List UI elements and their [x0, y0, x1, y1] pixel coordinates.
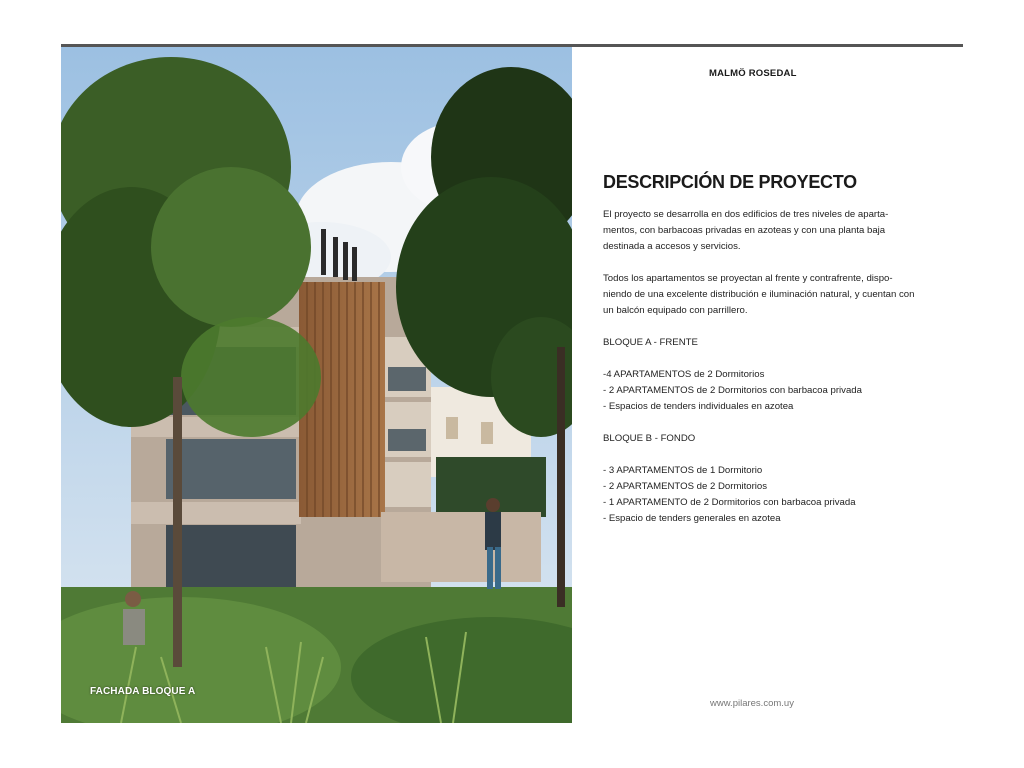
description-paragraph-2: Todos los apartamentos se proyectan al frente y contrafrente, dispo- niendo de una excelente distribución e iluminación natural, y cuentan con un balcón equipado con parrillero.	[603, 273, 915, 316]
block-a-heading: BLOQUE A - FRENTE	[603, 337, 698, 348]
list-item: - 2 APARTAMENTOS de 2 Dormitorios	[603, 481, 768, 492]
list-item: - 1 APARTAMENTO de 2 Dormitorios con barbacoa privada	[603, 497, 856, 508]
brand-name: MALMÖ ROSEDAL	[709, 68, 797, 79]
website-link[interactable]: www.pilares.com.uy	[710, 698, 794, 709]
list-item: - Espacios de tenders individuales en azotea	[603, 401, 794, 412]
list-item: - 2 APARTAMENTOS de 2 Dormitorios con barbacoa privada	[603, 385, 862, 396]
block-b-heading: BLOQUE B - FONDO	[603, 433, 696, 444]
list-item: - Espacio de tenders generales en azotea	[603, 513, 781, 524]
rendering-illustration	[61, 47, 572, 723]
description-paragraph-1: El proyecto se desarrolla en dos edificios de tres niveles de aparta- mentos, con barbacoas privadas en azoteas y con una planta baja destinada a accesos y servicios.	[603, 209, 889, 252]
section-title: DESCRIPCIÓN DE PROYECTO	[603, 172, 857, 192]
building-rendering-image	[61, 47, 572, 723]
list-item: - 3 APARTAMENTOS de 1 Dormitorio	[603, 465, 763, 476]
block-a-list	[603, 367, 915, 415]
photo-caption: FACHADA BLOQUE A	[90, 686, 196, 697]
block-b-list	[603, 463, 915, 527]
list-item: -4 APARTAMENTOS de 2 Dormitorios	[603, 369, 765, 380]
